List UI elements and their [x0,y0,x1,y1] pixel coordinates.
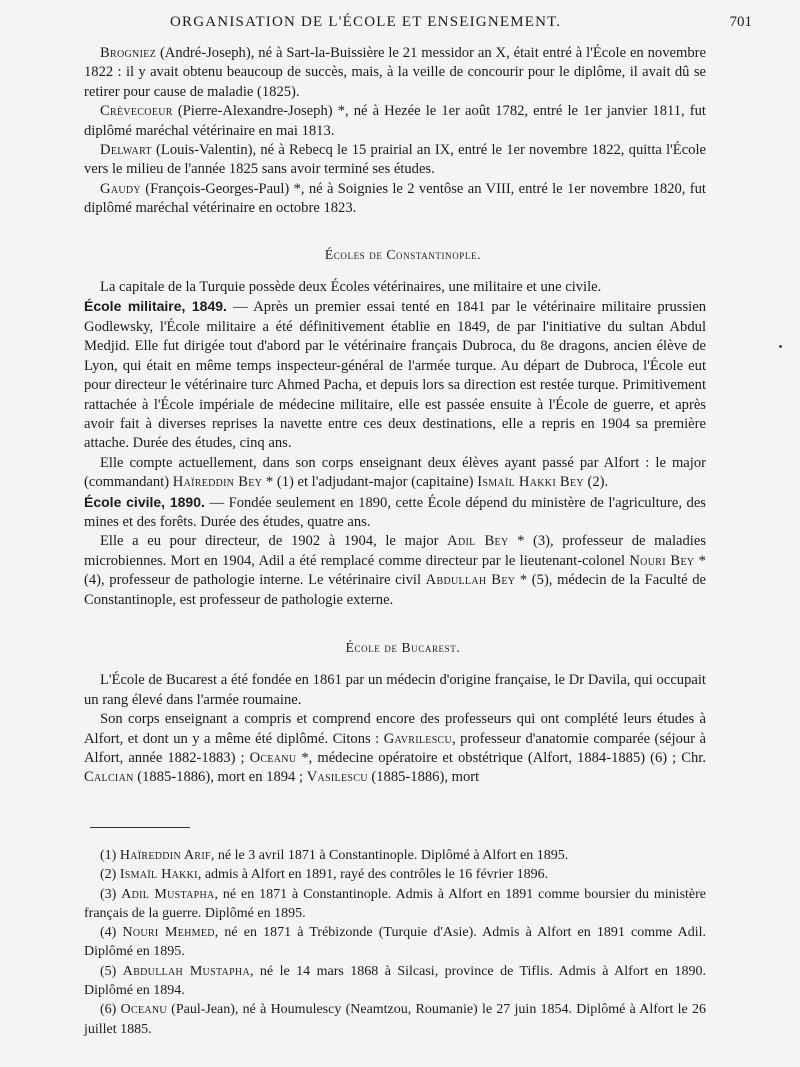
section-title-bucarest: École de Bucarest. [345,639,461,655]
text-run: * (5), médecin de la Faculté de Constantinople, est professeur de pathologie externe. [84,572,706,608]
page-number: 701 [729,14,752,30]
person-name: Abdullah Mustapha [122,963,250,979]
text-run: Elle a eu pour directeur, de 1902 à 1904, le major [100,533,448,550]
footnote-number: (3) [100,886,122,902]
person-name: Adil Mustapha [121,886,215,902]
person-name: Oceanu [249,750,297,766]
text-run: Son corps enseignant a compris et comprend encore des professeurs qui ont complété leurs études à Alfort, et dont un y a même été diplômé. Citons : [84,711,706,747]
footnote-number: (5) [100,963,123,979]
footnote-number: (1) [100,848,120,863]
footnote-separator [90,827,190,828]
person-name: Haïreddin Arif [119,848,211,863]
subsection-heading: École militaire, 1849. [84,298,227,315]
text-run: * (1) et l'adjudant-major (capitaine) [262,474,478,491]
subsection-heading: École civile, 1890. [84,493,205,510]
person-name: Ismaïl Hakki Bey [477,474,584,491]
person-name: Haïreddin Bey [172,474,263,491]
footnote-5 [84,962,706,1001]
text-run: (1885-1886), mort [367,769,480,786]
paragraph-bucarest-professeurs [84,710,706,788]
entry-name: Crèvecoeur [100,103,173,120]
footnote-2 [84,865,706,884]
text-run: * (4), professeur de pathologie interne. Le vétérinaire civil [84,552,706,589]
person-name: Vasilescu [306,769,368,786]
text-run: (1885-1886), mort en 1894 ; [133,769,307,786]
section-title-constantinople: Écoles de Constantinople. [324,246,482,262]
paragraph-text: — Après un premier essai tenté en 1841 par le vétérinaire militaire prussien Godlewsky, l'École militaire a été définitivement établie en 1849, de par l'initiative du sultan Abdul Medjid. Elle fut dirigée tout d'abord par le vétérinaire français Dubroca, du 8e dragons, ancien élève de Lyon, qui était en même temps inspecteur-général de l'armée turque. Au départ de Dubroca, l'École eut pour directeur le vétérinaire turc Ahmed Pacha, et depuis lors sa direction est restée turque. Primitivement rattachée à l'École impériale de médecine militaire, elle est passée ensuite à l'École de guerre, et après avoir fait à diverses reprises la navette entre ces deux destinations, elle a repris en 1904 sa première attache. Durée des études, cinq ans. [84,299,706,452]
entry-text: (François-Georges-Paul) *, né à Soignies le 2 ventôse an VIII, entré le 1er novembre 1820, fut diplômé maréchal vétérinaire en octobre 1823. [84,180,706,217]
entry-gaudy [84,180,706,219]
paragraph-directeurs [84,532,706,610]
paragraph-bucarest-fondation: L'École de Bucarest a été fondée en 1861 par un médecin d'origine française, le Dr Davila, qui occupait un rang élevé dans l'armée roumaine. [84,672,706,708]
paragraph-corps-enseignant [84,454,706,493]
running-title: ORGANISATION DE L'ÉCOLE ET ENSEIGNEMENT. [170,14,562,30]
footnote-text: , né en 1871 à Constantinople. Admis à Alfort en 1891 comme boursier du ministère français de la guerre. Diplômé en 1895. [84,886,707,921]
text-run: * (3), professeur de maladies microbiennes. Mort en 1904, Adil a été remplacé comme directeur par le lieutenant-colonel [84,533,706,569]
entry-brogniez [84,44,706,102]
paragraph-intro: La capitale de la Turquie possède deux Écoles vétérinaires, une militaire et une civile. [100,279,602,296]
person-name: Ismaïl Hakki [119,867,198,883]
person-name: Nouri Bey [629,552,695,569]
entry-delwart [84,141,706,180]
footnote-3 [84,885,706,924]
entry-text: (Pierre-Alexandre-Joseph) *, né à Hezée le 1er août 1782, entré le 1er janvier 1811, fut diplômé maréchal vétérinaire en mai 1813. [84,103,706,139]
footnote-6 [84,1000,706,1039]
footnote-4 [84,923,706,962]
person-name: Abdullah Bey [425,572,516,589]
footnote-text: , né en 1871 à Trébizonde (Turquie d'Asie). Admis à Alfort en 1891 comme Adil. Diplômé en 1895. [84,925,706,960]
footnotes [84,846,706,1039]
paragraph-text: — Fondée seulement en 1890, cette École dépend du ministère de l'agriculture, des mines et des forêts. Durée des études, quatre ans. [84,494,706,530]
entry-text: (André-Joseph), né à Sart-la-Buissière le 21 messidor an X, était entré à l'École en novembre 1822 : il y avait obtenu beaucoup de succès, mais, à la veille de concourir pour le diplôme, il avait dû se retirer pour cause de maladie (1825). [84,45,706,100]
text-run: *, médecine opératoire et obstétrique (Alfort, 1884-1885) (6) ; Chr. [296,750,706,766]
entry-name: Gaudy [100,180,141,197]
entry-name: Delwart [100,142,152,159]
footnote-text: , né le 3 avril 1871 à Constantinople. Diplômé à Alfort en 1895. [210,848,569,863]
text-run: (2). [583,474,609,491]
footnote-number: (4) [100,925,123,941]
entry-text: (Louis-Valentin), né à Rebecq le 15 prairial an IX, entré le 1er novembre 1822, quitta l'École vers le milieu de l'année 1825 sans avoir terminé ses études. [84,142,706,178]
person-name: Calcian [84,769,134,786]
footnote-text: (Paul-Jean), né à Houmulescy (Neamtzou, Roumanie) le 27 juin 1854. Diplômé à Alfort le 26 juillet 1885. [84,1002,707,1037]
paragraph-ecole-civile [84,493,706,533]
person-name: Gavrilescu [383,730,453,747]
person-name: Oceanu [120,1002,167,1018]
entry-name: Brogniez [100,45,157,61]
text-run: , professeur d'anatomie comparée (séjour à Alfort, année 1882-1883) ; [84,730,706,766]
footnote-1 [84,846,706,865]
footnote-text: , admis à Alfort en 1891, rayé des contrôles le 16 février 1896. [197,867,549,883]
person-name: Adil Bey [447,533,509,550]
footnote-number: (6) [100,1002,121,1018]
margin-speck [779,345,782,348]
paragraph-ecole-militaire [84,297,706,453]
main-text [84,44,706,788]
footnote-number: (2) [100,867,120,883]
running-header [0,14,800,38]
footnote-text: , né le 14 mars 1868 à Silcasi, province de Tiflis. Admis à Alfort en 1890. Diplômé en 1894. [84,963,707,999]
person-name: Nouri Mehmed [122,925,215,941]
entry-crevecoeur [84,102,706,141]
text-run: Elle compte actuellement, dans son corps enseignant deux élèves ayant passé par Alfort : le major (commandant) [84,454,706,491]
